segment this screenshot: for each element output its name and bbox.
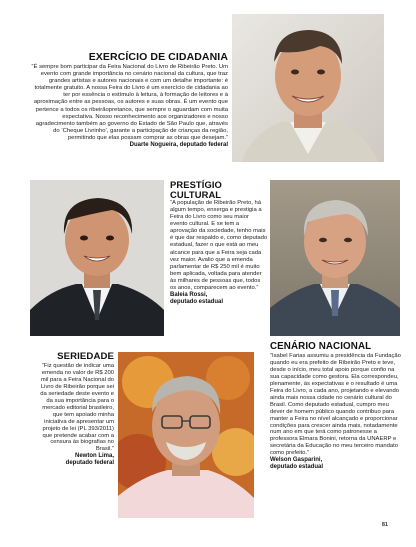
signature-name-welson-gasparini: Welson Gasparini, — [270, 457, 323, 464]
signature-name-newton-lima: Newton Lima, — [74, 453, 114, 460]
portrait-duarte-nogueira — [232, 14, 384, 162]
heading-cenario-nacional: CENÁRIO NACIONAL — [270, 341, 372, 352]
quote-baleia-rossi: “A população de Ribeirão Preto, há algum tempo, enxerga e prestigia a Feira do Livro como seu maior evento cultural. E se tem a aprovação da sociedade, tenho mais é que dar respaldo e, como deputado estadual, fazer o que está ao meu alcance para que a Feira seja cada vez maior. Avalio que a emenda parlamentar de R$ 250 mil é muito bem aplicada, voltada para atender às milhares de pessoas que, todos os anos, comparecem ao evento.” — [170, 200, 268, 291]
photo-baleia-rossi — [30, 180, 164, 336]
portrait-newton-lima — [118, 352, 254, 518]
article-seriedade — [34, 352, 114, 467]
article-cenario-nacional — [270, 342, 402, 471]
quote-welson-gasparini: “Isabel Farias assumiu a presidência da Fundação quando eu era prefeito de Ribeirão Preto e teve, desde o início, meu total apoio porque confio na sua capacidade como gestora. Ela correspondeu, plenamente, às expectativas e o resultado é uma Feira do Livro, a cada ano, projetando e elevando ainda mais nossa cidade no cenário cultural do Brasil. Como deputado estadual, cumpro meu dever de homem público quando contribuo para manter a Feira no nível alcançado e proporcionar condições para crescer ainda mais, notadamente num ano em que terá como patronesse a professora Elmara Bonini, retorna da UNAERP e secretária da Educação no meu terceiro mandato como prefeito.” — [270, 353, 401, 457]
signature-duarte-nogueira: Duarte Nogueira, deputado federal — [129, 142, 228, 149]
page-number: 81 — [381, 522, 388, 528]
signature-role-baleia-rossi: deputado estadual — [170, 298, 224, 305]
quote-newton-lima: “Fiz questão de indicar uma emenda no valor de R$ 200 mil para a Feira Nacional do Livro de Ribeirão porque sei da seriedade deste evento e da sua importância para o mercado editorial brasileiro, que tem apoiado minha iniciativa de apresentar um projeto de lei (PL 393/2011) que pretende acabar com a censura às biografias no Brasil.” — [40, 363, 114, 453]
signature-role-welson-gasparini: deputado estadual — [270, 464, 324, 471]
heading-exercicio-cidadania: EXERCÍCIO DE CIDADANIA — [88, 51, 228, 63]
heading-prestigio-cultural: PRESTÍGIO CULTURAL — [170, 179, 222, 200]
photo-newton-lima — [118, 352, 254, 518]
portrait-welson-gasparini — [270, 180, 400, 336]
article-exercicio-cidadania — [30, 52, 228, 149]
portrait-baleia-rossi — [30, 180, 164, 336]
heading-seriedade: SERIEDADE — [57, 351, 114, 362]
photo-welson-gasparini — [270, 180, 400, 336]
photo-duarte-nogueira — [232, 14, 384, 162]
signature-name-baleia-rossi: Baleia Rossi, — [170, 291, 208, 298]
quote-duarte-nogueira: “É sempre bom participar da Feira Nacional do Livro de Ribeirão Preto. Um evento com grande importância no cenário nacional da cultura, que traz grandes artistas e autores nacionais e com um detalhe importante: é totalmente gratuito. A nossa Feira do Livro é um exercício de cidadania ao ter por essência o estímulo à leitura, à formação de leitores e à aproximação entre as pessoas, os autores e suas obras. É um evento que pertence a todos os ribeirãopretanos, que sempre o aguardam com muita expectativa. Nosso reconhecimento aos organizadores e nosso agradecimento também ao governo do Estado de São Paulo que, através do ‘Cheque Livrinho’, garante a participação de crianças da região, permitindo que elas possam comprar as obras que desejam.” — [31, 64, 228, 141]
signature-role-newton-lima: deputado federal — [65, 460, 114, 467]
article-prestigio-cultural — [170, 180, 268, 306]
